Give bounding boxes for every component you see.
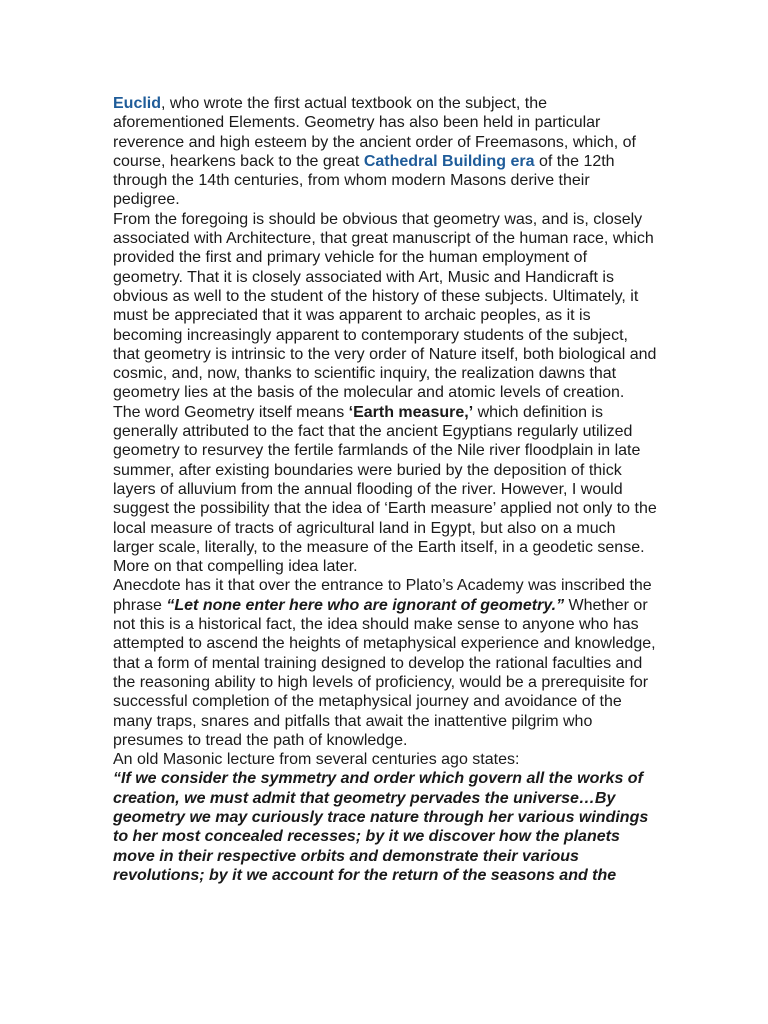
paragraph-text: which definition is generally attributed to the fact that the ancient Egyptians regularly utilized geometry to resurvey the fertile farmlands of the Nile river floodplain in late summer, after existing boundaries were buried by the deposition of thick layers of alluvium from the annual flooding of the river. However, I would suggest the possibility that the idea of ‘Earth measure’ applied not only to the local measure of tracts of agricultural land in Egypt, but also on a much larger scale, literally, to the measure of the Earth itself, in a geodetic sense. More on that compelling idea later. <box>113 403 657 576</box>
paragraph-text: , who wrote the first actual textbook on the subject, the aforementioned Elements. Geometry has also been held in particular reverence and high esteem by the ancient order of Freemasons, which, of course, hearkens back to the great <box>113 95 636 170</box>
masonic-lecture-quote: “If we consider the symmetry and order which govern all the works of creation, we must admit that geometry pervades the universe…By geometry we may curiously trace nature through her various windings to her most concealed recesses; by it we discover how the planets move in their respective orbits and demonstrate their various revolutions; by it we account for the return of the seasons and the <box>113 770 649 884</box>
paragraph-architecture: From the foregoing is should be obvious that geometry was, and is, closely associated with Architecture, that great manuscript of the human race, which provided the first and primary vehicle for the human employment of geometry. That it is closely associated with Art, Music and Handicraft is obvious as well to the student of the history of these subjects. Ultimately, it must be appreciated that it was apparent to archaic peoples, as it is becoming increasingly apparent to contemporary students of the subject, that geometry is intrinsic to the very order of Nature itself, both biological and cosmic, and, now, thanks to scientific inquiry, the realization dawns that geometry lies at the basis of the molecular and atomic levels of creation. <box>113 210 657 402</box>
document-page <box>113 94 658 885</box>
paragraph-text: of the 12th through the 14th centuries, from whom modern Masons derive their pedigree. <box>113 152 615 209</box>
cathedral-building-era-link[interactable]: Cathedral Building era <box>363 152 535 170</box>
paragraph-text: Anecdote has it that over the entrance to Plato’s Academy was inscribed the phrase <box>113 577 652 614</box>
plato-quote: “Let none enter here who are ignorant of geometry.” <box>166 596 565 614</box>
paragraph-text: The word Geometry itself means <box>113 403 349 421</box>
paragraph-earth-measure <box>113 403 658 577</box>
paragraph-masonic-lecture-intro: An old Masonic lecture from several centuries ago states: <box>113 751 520 769</box>
paragraph-euclid <box>113 94 658 210</box>
paragraph-text: Whether or not this is a historical fact, the idea should make sense to anyone who has attempted to ascend the heights of metaphysical experience and knowledge, that a form of mental training designed to develop the rational faculties and the reasoning ability to high levels of proficiency, would be a prerequisite for successful completion of the metaphysical journey and avoidance of the many traps, snares and pitfalls that await the inattentive pilgrim who presumes to tread the path of knowledge. <box>113 596 656 749</box>
euclid-link[interactable]: Euclid <box>113 95 162 112</box>
earth-measure-bold: ‘Earth measure,’ <box>348 403 474 421</box>
paragraph-plato-academy <box>113 576 658 750</box>
